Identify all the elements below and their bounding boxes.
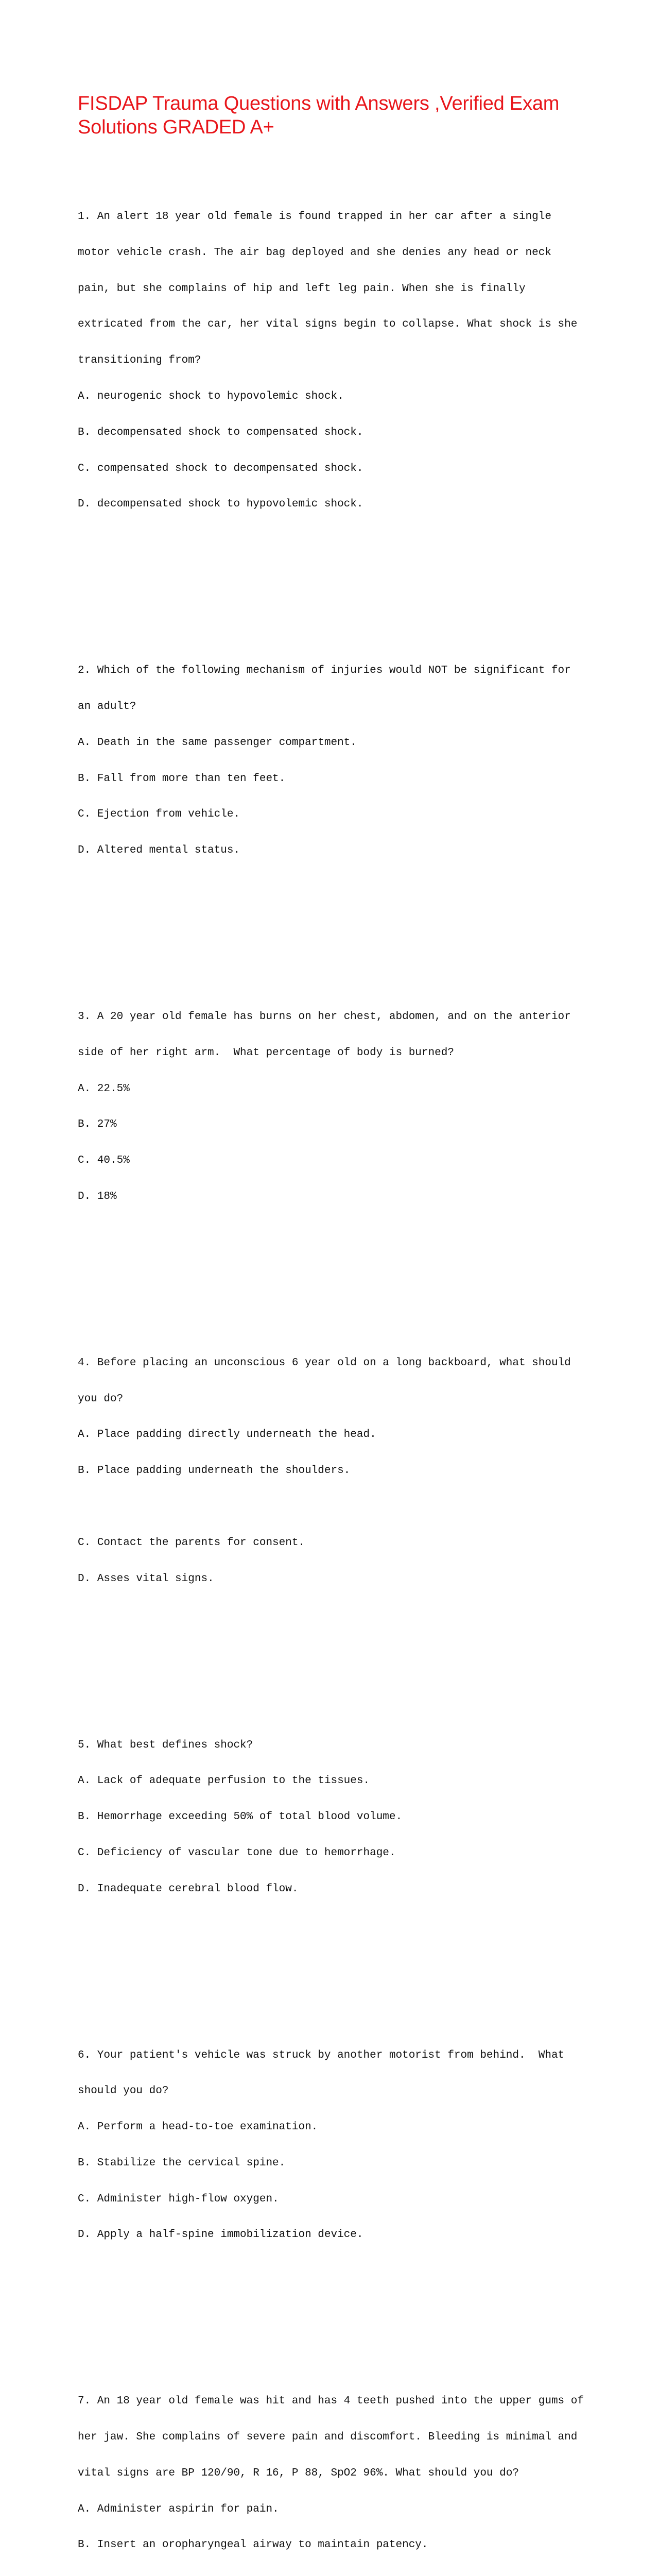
answer-option-d: D. Inadequate cerebral blood flow. bbox=[78, 1883, 299, 1895]
question-stem-line: 2. Which of the following mechanism of injuries would NOT be significant for bbox=[78, 665, 571, 677]
answer-option-b: B. Stabilize the cervical spine. bbox=[78, 2157, 286, 2169]
answer-option-b: B. Hemorrhage exceeding 50% of total blood volume. bbox=[78, 1811, 403, 1823]
answer-option-c: C. 40.5% bbox=[78, 1155, 130, 1167]
question-1 bbox=[78, 187, 593, 534]
document-title-line: FISDAP Trauma Questions with Answers ,Verified Exam bbox=[78, 93, 560, 114]
question-stem-line: should you do? bbox=[78, 2085, 169, 2097]
question-stem-line: transitioning from? bbox=[78, 354, 201, 367]
answer-option-d: D. Altered mental status. bbox=[78, 844, 240, 857]
question-spacer bbox=[78, 1645, 593, 1668]
answer-option-b: B. Fall from more than ten feet. bbox=[78, 772, 286, 785]
question-stem-line: her jaw. She complains of severe pain and discomfort. Bleeding is minimal and bbox=[78, 2431, 578, 2444]
question-2 bbox=[78, 641, 593, 880]
answer-option-d: D. decompensated shock to hypovolemic shock. bbox=[78, 498, 363, 511]
answer-option-b: B. decompensated shock to compensated shock. bbox=[78, 426, 363, 438]
answer-option-c: C. Administer high-flow oxygen. bbox=[78, 2193, 279, 2205]
answer-option-c: C. Contact the parents for consent. bbox=[78, 1536, 305, 1549]
question-spacer bbox=[78, 916, 593, 940]
question-spacer bbox=[78, 1262, 593, 1286]
document-title bbox=[78, 92, 593, 139]
answer-option-c: C. Ejection from vehicle. bbox=[78, 808, 240, 821]
question-3 bbox=[78, 987, 593, 1227]
answer-option-a: A. Death in the same passenger compartment. bbox=[78, 736, 357, 749]
answer-option-a: A. neurogenic shock to hypovolemic shock. bbox=[78, 390, 344, 402]
answer-option-d: D. 18% bbox=[78, 1190, 117, 1202]
question-list bbox=[78, 140, 593, 2576]
question-7 bbox=[78, 2371, 593, 2575]
question-stem-line: vital signs are BP 120/90, R 16, P 88, SpO2 96%. What should you do? bbox=[78, 2467, 519, 2479]
question-4 bbox=[78, 1333, 593, 1609]
question-stem-line: 3. A 20 year old female has burns on her chest, abdomen, and on the anterior bbox=[78, 1010, 571, 1023]
question-stem-line: you do? bbox=[78, 1393, 124, 1405]
answer-option-d: D. Asses vital signs. bbox=[78, 1572, 214, 1585]
question-stem-line: 1. An alert 18 year old female is found trapped in her car after a single bbox=[78, 211, 551, 223]
question-stem-line: side of her right arm. What percentage of body is burned? bbox=[78, 1046, 454, 1059]
document-page bbox=[78, 92, 593, 2576]
question-stem-line: 4. Before placing an unconscious 6 year old on a long backboard, what should bbox=[78, 1357, 571, 1369]
question-spacer bbox=[78, 570, 593, 594]
answer-option-b: B. Place padding underneath the shoulders. bbox=[78, 1465, 351, 1477]
question-spacer bbox=[78, 1955, 593, 1978]
option-spacer bbox=[78, 1501, 593, 1513]
question-stem-line: 7. An 18 year old female was hit and has 4 teeth pushed into the upper gums of bbox=[78, 2395, 584, 2408]
answer-option-a: A. Perform a head-to-toe examination. bbox=[78, 2121, 318, 2133]
answer-option-a: A. Place padding directly underneath the head. bbox=[78, 1429, 376, 1441]
question-stem-line: 6. Your patient's vehicle was struck by another motorist from behind. What bbox=[78, 2049, 565, 2061]
question-stem-line: motor vehicle crash. The air bag deployed and she denies any head or neck bbox=[78, 246, 551, 259]
question-spacer bbox=[78, 2300, 593, 2324]
question-stem-line: extricated from the car, her vital signs begin to collapse. What shock is she bbox=[78, 318, 578, 331]
question-5 bbox=[78, 1716, 593, 1919]
answer-option-b: B. 27% bbox=[78, 1118, 117, 1131]
answer-option-c: C. compensated shock to decompensated shock. bbox=[78, 462, 363, 474]
document-title-line: Solutions GRADED A+ bbox=[78, 116, 274, 138]
answer-option-b: B. Insert an oropharyngeal airway to maintain patency. bbox=[78, 2539, 428, 2551]
question-stem-line: 5. What best defines shock? bbox=[78, 1739, 253, 1751]
answer-option-a: A. 22.5% bbox=[78, 1082, 130, 1095]
question-6 bbox=[78, 2026, 593, 2265]
answer-option-c: C. Deficiency of vascular tone due to hemorrhage. bbox=[78, 1846, 396, 1859]
answer-option-d: D. Apply a half-spine immobilization device. bbox=[78, 2229, 363, 2241]
question-stem-line: pain, but she complains of hip and left leg pain. When she is finally bbox=[78, 282, 526, 295]
answer-option-a: A. Administer aspirin for pain. bbox=[78, 2503, 279, 2515]
answer-option-a: A. Lack of adequate perfusion to the tissues. bbox=[78, 1775, 370, 1787]
question-stem-line: an adult? bbox=[78, 700, 136, 713]
